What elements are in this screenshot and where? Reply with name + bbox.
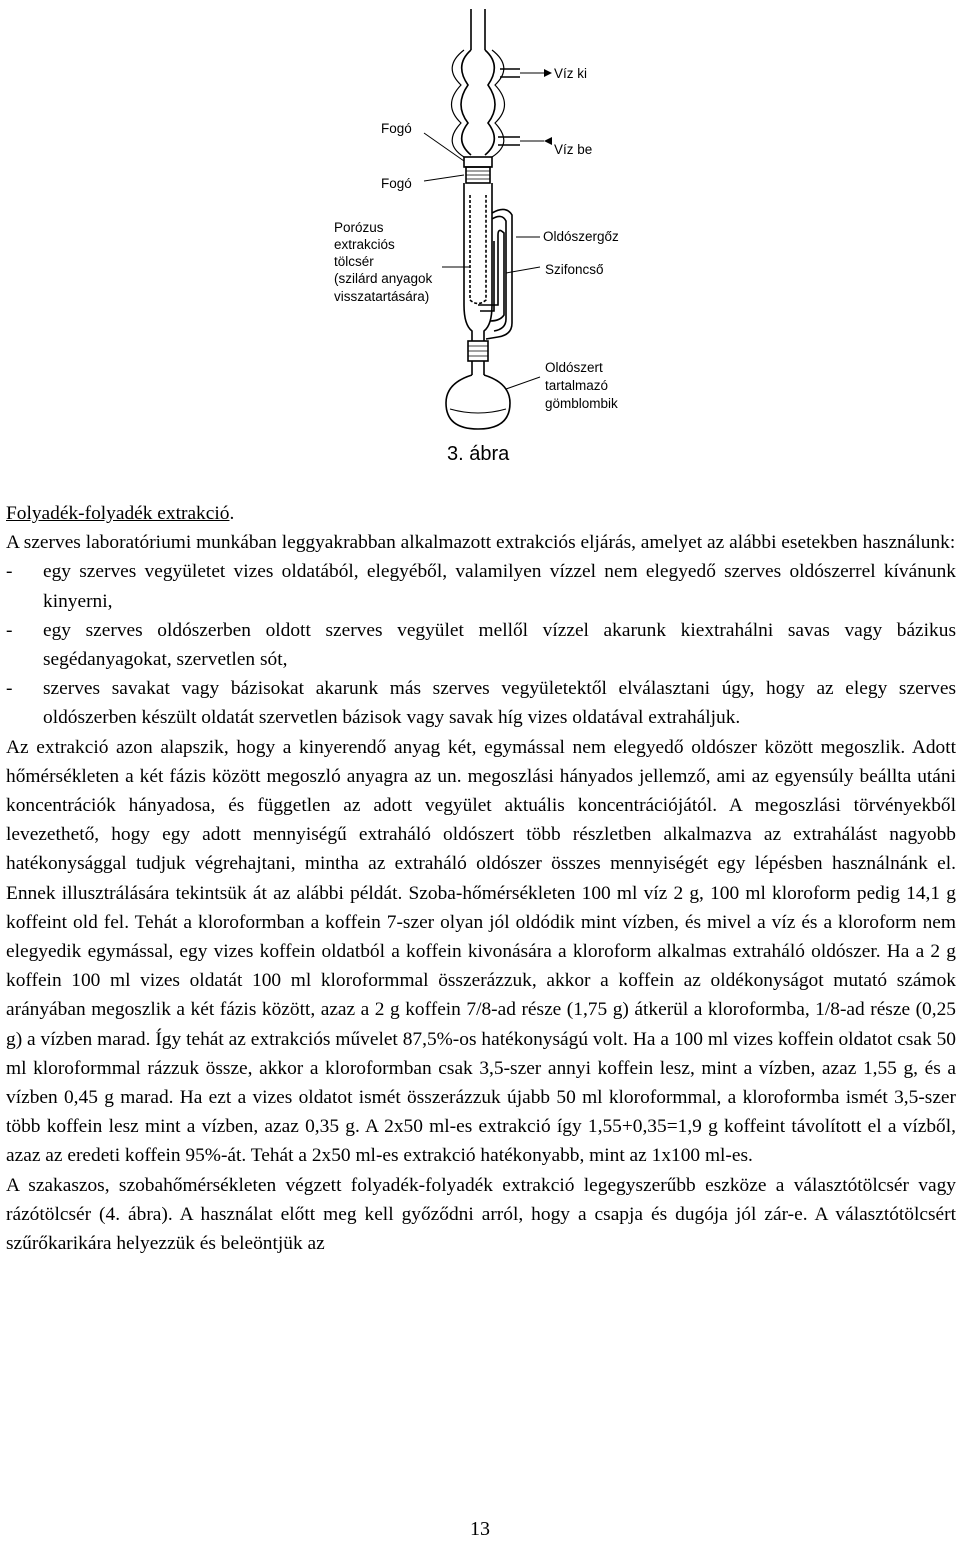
- heading-dot: .: [229, 503, 235, 524]
- label-viz-ki: Víz ki: [554, 66, 588, 81]
- section-heading: Folyadék-folyadék extrakció: [6, 503, 230, 524]
- list-item: [6, 616, 956, 674]
- label-szifoncso: Szifoncső: [545, 262, 604, 277]
- list-dash: -: [6, 561, 13, 583]
- intro-paragraph: A szerves laboratóriumi munkában leggyakrabban alkalmazott extrakciós eljárás, amelyet az alábbi esetekben használunk:: [6, 532, 956, 554]
- list-dash: -: [6, 678, 13, 700]
- label-porozus-3: tölcsér: [334, 254, 374, 269]
- label-porozus-2: extrakciós: [334, 237, 395, 252]
- label-porozus-1: Porózus: [334, 220, 384, 235]
- label-porozus-4: (szilárd anyagok: [334, 271, 433, 286]
- label-oldoszert-1: Oldószert: [545, 360, 603, 375]
- section-heading-line: [6, 499, 956, 528]
- list-item: [6, 557, 956, 615]
- list-item-text: egy szerves vegyületet vizes oldatából, elegyéből, valamilyen vízzel nem elegyedő szerves oldószerrel kívánunk kinyerni,: [43, 561, 956, 612]
- label-oldoszert-2: tartalmazó: [545, 378, 609, 393]
- label-oldoszert-3: gömblombik: [545, 396, 618, 411]
- label-fogo-top: Fogó: [381, 121, 412, 136]
- list-dash: -: [6, 619, 13, 641]
- label-viz-be: Víz be: [554, 142, 593, 157]
- list-item-text: egy szerves oldószerben oldott szerves vegyület mellől vízzel akarunk kiextrahálni savas vagy bázikus segédanyagokat, szervetlen sót,: [43, 619, 956, 671]
- soxhlet-apparatus-figure: [330, 5, 650, 435]
- body-paragraph-2: A szakaszos, szobahőmérsékleten végzett folyadék-folyadék extrakció legegyszerűbb eszköze a választótölcsér vagy rázótölcsér (4. ábra). A használat előtt meg kell győződni arról, hogy a csapja és dugója jól zár-e. A választótölcsért szűrőkarikára helyezzük és beleöntjük az: [6, 1174, 956, 1255]
- document-body: [6, 499, 956, 1258]
- label-oldoszergoz: Oldószergőz: [543, 229, 619, 244]
- list-item: [6, 674, 956, 732]
- soxhlet-diagram: [330, 5, 650, 435]
- figure-caption: 3. ábra: [447, 443, 510, 465]
- page-number: 13: [470, 1518, 490, 1540]
- label-porozus-5: visszatartására): [334, 289, 430, 304]
- list-item-text: szerves savakat vagy bázisokat akarunk más szerves vegyületektől elválasztani úgy, hogy az elegy szerves oldószerben készült oldatát szervetlen bázisok vagy savak híg vizes oldatával extraháljuk.: [43, 678, 956, 729]
- label-fogo-bottom: Fogó: [381, 176, 412, 191]
- body-paragraph-1: Az extrakció azon alapszik, hogy a kinyerendő anyag két, egymással nem elegyedő oldószer között megoszlik. Adott hőmérsékleten a két fázis között megoszló anyagra az un. megoszlási hányados jellemző, ami az egyensúly beállta utáni koncentrációk hányadosa, és független az adott vegyület aktuális koncentrációjától. A megoszlási törvényekből levezethető, hogy egy adott mennyiségű extraháló oldószert több részletben alkalmazva az extrahálást nagyobb hatékonysággal tudjuk végrehajtani, mintha az extraháló oldószer összes mennyiségét egy lépésben használnánk el. Ennek illusztrálására tekintsük át az alábbi példát. Szoba-hőmérsékleten 100 ml víz 2 g, 100 ml kloroform pedig 14,1 g koffeint old fel. Tehát a kloroformban a koffein 7-szer olyan jól oldódik mint vízben, és mivel a víz és a kloroform nem elegyedik egymással, egy vizes koffein oldatból a koffein kivonására a kloroform alkalmas extraháló oldószer. Ha a 2 g koffein 100 ml vizes oldatát 100 ml kloroformmal összerázzuk, akkor a koffein az oldékonyságot mutató számok arányában megoszlik a két fázis között, azaz a 2 g koffein 7/8-ad része (1,75 g) átkerül a kloroformba, 1/8-ad része (0,25 g) a vízben marad. Így tehát az extrakciós művelet 87,5%-os hatékonyságú volt. Ha a 100 ml vizes koffein oldatot csak 50 ml kloroformmal rázzuk össze, akkor a kloroformban csak 3,5-szer annyi koffein lesz, mint a vízben, azaz 1,55 g, és a vízben 0,45 g marad. Ha ezt a vizes oldatot ismét összerázzuk újabb 50 ml kloroformmal, a kloroformba ismét 3,5-szer több koffein lesz mint a vízben, azaz 0,35 g. A 2x50 ml-es extrakció így 1,55+0,35=1,9 g koffeint távolított el a vízből, azaz az eredeti koffein 95%-át. Tehát a 2x50 ml-es extrakció hatékonyabb, mint az 1x100 ml-es.: [6, 736, 956, 1167]
